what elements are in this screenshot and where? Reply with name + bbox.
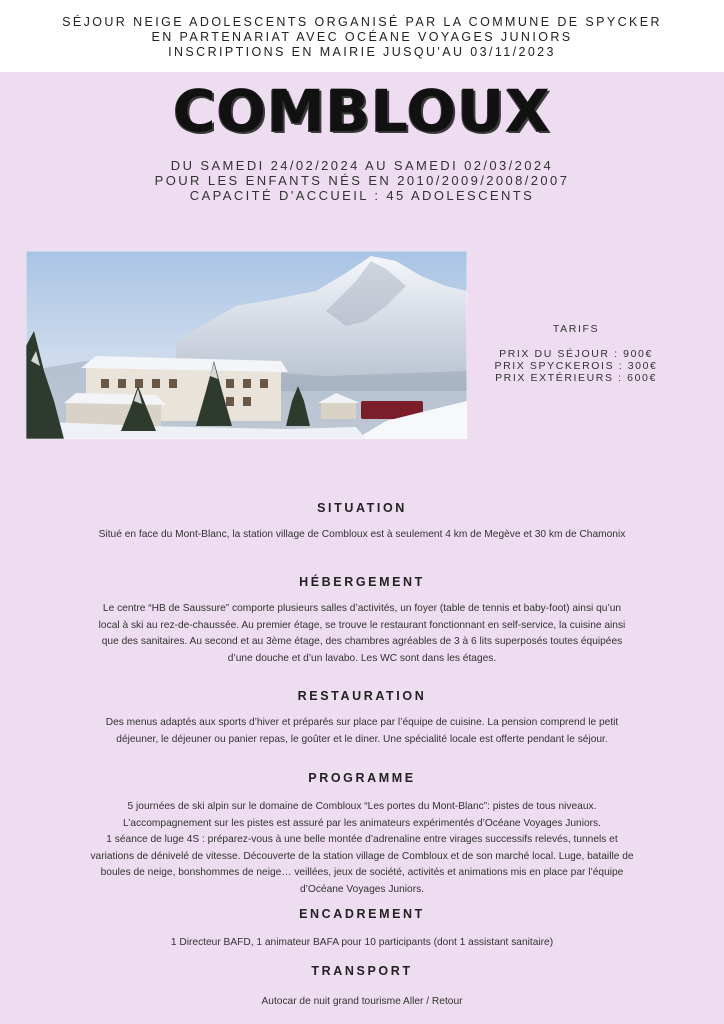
tarifs-box: [476, 323, 676, 384]
encadrement-title: ENCADREMENT: [299, 907, 425, 921]
text-line: 1 Directeur BAFD, 1 animateur BAFA pour 10 participants (dont 1 assistant sanitaire): [170, 937, 554, 948]
text-line: L’accompagnement sur les pistes est assuré par les animateurs expérimentés d’Océane Voyages Juniors.: [123, 817, 601, 829]
hebergement-title: HÉBERGEMENT: [299, 575, 425, 589]
stay-capacity: CAPACITÉ D'ACCUEIL : 45 ADOLESCENTS: [189, 188, 535, 203]
programme-text: [40, 799, 684, 899]
page-title: COMBLOUX: [173, 77, 551, 145]
text-line: boules de neige, bonshommes de neige… veillées, jeux de société, activités et animations mis en place par l’équipe: [100, 867, 624, 879]
mountain-village-photo: [26, 251, 467, 439]
text-line: d’Océane Voyages Juniors.: [299, 883, 425, 895]
stay-info: [0, 158, 724, 203]
situation-title: SITUATION: [317, 501, 407, 515]
text-line: 5 journées de ski alpin sur le domaine de Combloux “Les portes du Mont-Blanc”: pistes de tous niveaux.: [127, 801, 597, 812]
hebergement-text: [40, 601, 684, 667]
text-line: que des sanitaires. Au second et au 3ème étage, des chambres agréables de 3 à 6 lits superposés toutes équipées: [101, 636, 623, 648]
header-line: SÉJOUR NEIGE ADOLESCENTS ORGANISÉ PAR LA COMMUNE DE SPYCKER: [62, 15, 662, 29]
tarif-sejour: PRIX DU SÉJOUR : 900€: [499, 348, 653, 360]
transport-text: [40, 994, 684, 1011]
text-line: Le centre “HB de Saussure” comporte plusieurs salles d’activités, un foyer (table de tennis et baby-foot) ainsi qu’un: [102, 603, 622, 614]
stay-eligibility: POUR LES ENFANTS NÉS EN 2010/2009/2008/2007: [154, 173, 570, 188]
restauration-title: RESTAURATION: [297, 689, 427, 703]
stay-dates: DU SAMEDI 24/02/2024 AU SAMEDI 02/03/2024: [170, 158, 554, 173]
text-line: local à ski au rez-de-chaussée. Au premier étage, se trouve le restaurant fonctionnant en self-service, la cuisine ainsi: [98, 619, 626, 631]
header-text: [0, 15, 724, 60]
header-line: INSCRIPTIONS EN MAIRIE JUSQU'AU 03/11/2023: [168, 45, 556, 59]
programme-title: PROGRAMME: [308, 771, 416, 785]
text-line: d’une douche et d’un lavabo. Les WC sont dans les étages.: [227, 652, 497, 664]
tarifs-heading: TARIFS: [552, 323, 600, 335]
text-line: Autocar de nuit grand tourisme Aller / Retour: [261, 996, 463, 1007]
text-line: variations de dénivelé de vitesse. Découverte de la station village de Combloux et de son marché local. Luge, bataille de: [90, 850, 634, 862]
text-line: 1 séance de luge 4S : préparez-vous à une belle montée d’adrenaline entre virages successifs relevés, tunnels et: [106, 834, 618, 846]
tarif-exterieurs: PRIX EXTÉRIEURS : 600€: [495, 372, 657, 384]
encadrement-text: [40, 935, 684, 952]
header-band: [0, 0, 724, 72]
text-line: Des menus adaptés aux sports d’hiver et préparés sur place par l’équipe de cuisine. La pension comprend le petit: [105, 717, 619, 728]
transport-title: TRANSPORT: [311, 964, 413, 978]
text-line: déjeuner, le déjeuner ou panier repas, le goûter et le diner. Une spécialité locale est offerte pendant le séjour.: [116, 733, 608, 745]
header-line: EN PARTENARIAT AVEC OCÉANE VOYAGES JUNIORS: [151, 30, 573, 44]
restauration-text: [40, 715, 684, 748]
text-line: Situé en face du Mont-Blanc, la station village de Combloux est à seulement 4 km de Megève et 30 km de Chamonix: [98, 529, 626, 540]
situation-text: [40, 527, 684, 544]
tarif-spyckerois: PRIX SPYCKEROIS : 300€: [494, 360, 658, 372]
